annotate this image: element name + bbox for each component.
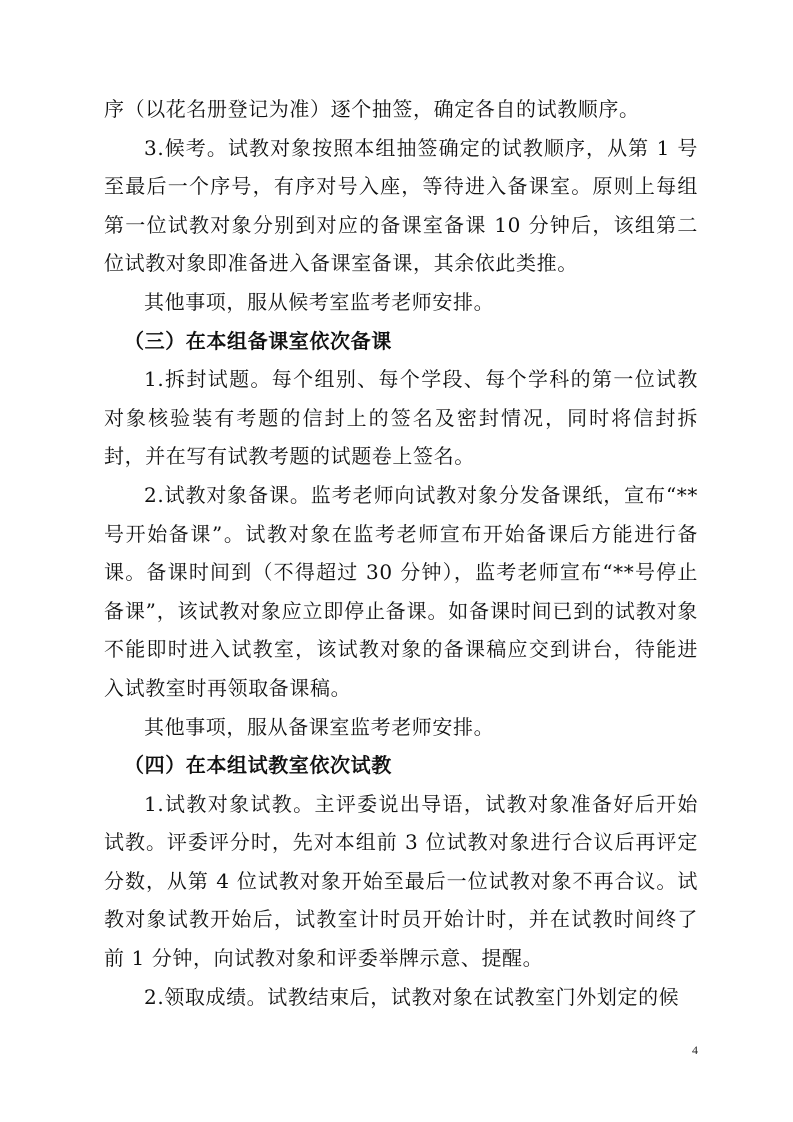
section-heading-3: （三）在本组备课室依次备课 [124,328,392,353]
document-body [104,90,698,1016]
paragraph-5: 2.试教对象备课。监考老师向试教对象分发备课纸，宣布“**号开始备课”。试教对象在监考老师宣布开始备课后方能进行备课。备课时间到（不得超过 30 分钟），监考老师宣布“**号停止备课”，该试教对象应立即停止备课。如备课时间已到的试教对象不能即时进入试教室，该试教对象的备课稿应交到讲台，待能进入试教室时再领取备课稿。 [104,482,698,700]
page-number: 4 [692,1043,698,1057]
section-heading-4: （四）在本组试教室依次试教 [124,753,392,778]
paragraph-4: 1.拆封试题。每个组别、每个学段、每个学科的第一位试教对象核验装有考题的信封上的签名及密封情况，同时将信封拆封，并在写有试教考题的试题卷上签名。 [104,367,698,469]
paragraph-3: 其他事项，服从候考室监考老师安排。 [144,289,495,314]
paragraph-8: 2.领取成绩。试教结束后，试教对象在试教室门外划定的候 [144,984,680,1009]
paragraph-2: 3.候考。试教对象按照本组抽签确定的试教顺序，从第 1 号至最后一个序号，有序对号入座，等待进入备课室。原则上每组第一位试教对象分别到对应的备课室备课 10 分钟后，该组第二位试教对象即准备进入备课室备课，其余依此类推。 [104,135,698,276]
paragraph-1: 序（以花名册登记为准）逐个抽签，确定各自的试教顺序。 [104,97,640,121]
paragraph-7: 1.试教对象试教。主评委说出导语，试教对象准备好后开始试教。评委评分时，先对本组前 3 位试教对象进行合议后再评定分数，从第 4 位试教对象开始至最后一位试教对象不再合议。试教对象试教开始后，试教室计时员开始计时，并在试教时间终了前 1 分钟，向试教对象和评委举牌示意、提醒。 [104,791,698,971]
paragraph-6: 其他事项，服从备课室监考老师安排。 [144,714,495,739]
